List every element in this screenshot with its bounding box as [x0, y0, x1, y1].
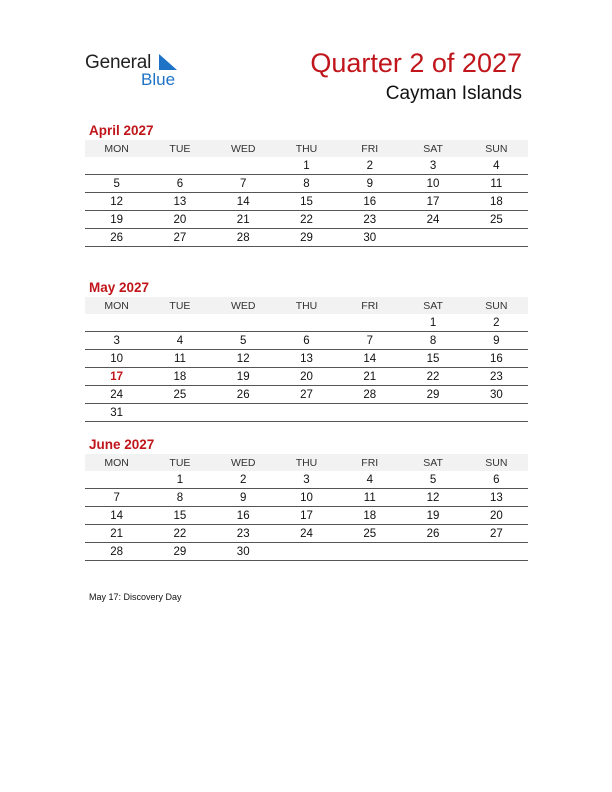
day-cell	[401, 543, 464, 561]
day-cell: 25	[148, 386, 211, 404]
weekday-header: SUN	[465, 140, 528, 157]
page-subtitle: Cayman Islands	[385, 83, 522, 104]
day-cell	[275, 314, 338, 332]
weekday-header: SUN	[465, 454, 528, 471]
day-cell: 4	[148, 332, 211, 350]
day-cell: 7	[85, 489, 148, 507]
month-block	[85, 436, 528, 561]
day-cell: 11	[338, 489, 401, 507]
day-cell: 31	[85, 404, 148, 422]
day-cell: 14	[212, 193, 275, 211]
day-cell: 19	[85, 211, 148, 229]
day-cell	[275, 404, 338, 422]
week-row	[85, 404, 528, 422]
weekday-header: MON	[85, 454, 148, 471]
weekday-header: FRI	[338, 297, 401, 314]
day-cell: 2	[338, 157, 401, 175]
day-cell: 22	[401, 368, 464, 386]
day-cell: 3	[401, 157, 464, 175]
logo-text-general: General	[85, 52, 152, 73]
day-cell: 9	[212, 489, 275, 507]
month-title: June 2027	[89, 437, 155, 452]
day-cell: 7	[212, 175, 275, 193]
brand-logo	[85, 52, 195, 92]
day-cell: 19	[212, 368, 275, 386]
month-block	[85, 279, 528, 422]
day-cell: 13	[465, 489, 528, 507]
day-cell: 11	[465, 175, 528, 193]
day-cell: 6	[465, 471, 528, 489]
holiday-note: May 17: Discovery Day	[89, 592, 182, 602]
day-cell	[275, 543, 338, 561]
day-cell: 9	[465, 332, 528, 350]
day-cell: 30	[465, 386, 528, 404]
weekday-header: MON	[85, 140, 148, 157]
day-cell: 1	[148, 471, 211, 489]
day-cell: 16	[465, 350, 528, 368]
day-cell: 29	[401, 386, 464, 404]
week-row	[85, 229, 528, 247]
day-cell: 15	[275, 193, 338, 211]
weekday-header-row	[85, 454, 528, 471]
week-row	[85, 175, 528, 193]
weekday-header: WED	[212, 297, 275, 314]
day-cell: 24	[401, 211, 464, 229]
day-cell: 28	[85, 543, 148, 561]
day-cell: 1	[401, 314, 464, 332]
weekday-header: FRI	[338, 454, 401, 471]
day-cell: 26	[212, 386, 275, 404]
weekday-header: WED	[212, 454, 275, 471]
day-cell: 6	[148, 175, 211, 193]
day-cell: 15	[401, 350, 464, 368]
day-cell	[465, 229, 528, 247]
day-cell: 23	[465, 368, 528, 386]
day-cell: 5	[401, 471, 464, 489]
week-row	[85, 525, 528, 543]
day-cell	[465, 543, 528, 561]
weekday-header: WED	[212, 140, 275, 157]
weekday-header: TUE	[148, 297, 211, 314]
week-row	[85, 211, 528, 229]
week-row	[85, 507, 528, 525]
day-cell: 25	[465, 211, 528, 229]
day-cell: 12	[85, 193, 148, 211]
week-row	[85, 543, 528, 561]
logo-text-blue: Blue	[141, 70, 176, 89]
day-cell: 23	[212, 525, 275, 543]
day-cell	[148, 404, 211, 422]
day-cell: 23	[338, 211, 401, 229]
day-cell	[338, 404, 401, 422]
day-cell: 27	[275, 386, 338, 404]
day-cell	[85, 314, 148, 332]
day-cell: 10	[401, 175, 464, 193]
week-row	[85, 193, 528, 211]
day-cell: 7	[338, 332, 401, 350]
week-row	[85, 471, 528, 489]
week-row	[85, 489, 528, 507]
weekday-header: SAT	[401, 454, 464, 471]
day-cell: 24	[275, 525, 338, 543]
day-cell: 25	[338, 525, 401, 543]
day-cell: 8	[148, 489, 211, 507]
day-cell: 17	[275, 507, 338, 525]
day-cell: 14	[85, 507, 148, 525]
day-cell: 19	[401, 507, 464, 525]
day-cell	[212, 314, 275, 332]
weekday-header: SAT	[401, 297, 464, 314]
day-cell: 3	[275, 471, 338, 489]
day-cell: 5	[212, 332, 275, 350]
day-cell	[212, 404, 275, 422]
day-cell: 20	[275, 368, 338, 386]
day-cell: 11	[148, 350, 211, 368]
day-cell	[212, 157, 275, 175]
day-cell: 21	[85, 525, 148, 543]
day-cell: 5	[85, 175, 148, 193]
day-cell: 12	[401, 489, 464, 507]
week-row	[85, 368, 528, 386]
day-cell	[148, 157, 211, 175]
month-block	[85, 122, 528, 247]
day-cell: 24	[85, 386, 148, 404]
day-cell: 20	[148, 211, 211, 229]
day-cell: 2	[465, 314, 528, 332]
weekday-header-row	[85, 297, 528, 314]
day-cell: 28	[212, 229, 275, 247]
week-row	[85, 157, 528, 175]
day-cell: 10	[85, 350, 148, 368]
day-cell: 17	[401, 193, 464, 211]
day-cell	[401, 229, 464, 247]
day-cell: 30	[338, 229, 401, 247]
day-cell: 2	[212, 471, 275, 489]
weekday-header: TUE	[148, 454, 211, 471]
day-cell: 27	[465, 525, 528, 543]
day-cell: 28	[338, 386, 401, 404]
weekday-header: SUN	[465, 297, 528, 314]
day-cell: 6	[275, 332, 338, 350]
month-title: April 2027	[89, 123, 154, 138]
day-cell	[338, 314, 401, 332]
weekday-header: THU	[275, 297, 338, 314]
weekday-header: THU	[275, 140, 338, 157]
weekday-header: THU	[275, 454, 338, 471]
day-cell: 22	[275, 211, 338, 229]
week-row	[85, 350, 528, 368]
day-cell: 3	[85, 332, 148, 350]
week-row	[85, 314, 528, 332]
weekday-header-row	[85, 140, 528, 157]
weekday-header: FRI	[338, 140, 401, 157]
week-row	[85, 386, 528, 404]
day-cell: 8	[401, 332, 464, 350]
page-title: Quarter 2 of 2027	[310, 48, 522, 78]
weekday-header: SAT	[401, 140, 464, 157]
day-cell: 21	[338, 368, 401, 386]
day-cell: 30	[212, 543, 275, 561]
day-cell: 14	[338, 350, 401, 368]
day-cell: 13	[148, 193, 211, 211]
day-cell: 15	[148, 507, 211, 525]
month-grid	[85, 140, 528, 247]
day-cell	[85, 471, 148, 489]
day-cell: 8	[275, 175, 338, 193]
day-cell	[85, 157, 148, 175]
weekday-header: MON	[85, 297, 148, 314]
day-cell: 16	[212, 507, 275, 525]
day-cell: 29	[275, 229, 338, 247]
day-cell: 16	[338, 193, 401, 211]
day-cell: 20	[465, 507, 528, 525]
day-cell: 22	[148, 525, 211, 543]
day-cell: 21	[212, 211, 275, 229]
day-cell: 18	[148, 368, 211, 386]
month-grid	[85, 454, 528, 561]
week-row	[85, 332, 528, 350]
day-cell: 10	[275, 489, 338, 507]
month-grid	[85, 297, 528, 422]
day-cell: 26	[401, 525, 464, 543]
day-cell: 17	[85, 368, 148, 386]
holiday-notes	[89, 592, 182, 602]
weekday-header: TUE	[148, 140, 211, 157]
day-cell: 18	[338, 507, 401, 525]
day-cell: 27	[148, 229, 211, 247]
day-cell	[401, 404, 464, 422]
day-cell: 4	[465, 157, 528, 175]
month-title: May 2027	[89, 280, 150, 295]
day-cell	[338, 543, 401, 561]
day-cell: 13	[275, 350, 338, 368]
day-cell: 9	[338, 175, 401, 193]
day-cell: 12	[212, 350, 275, 368]
day-cell	[148, 314, 211, 332]
day-cell: 1	[275, 157, 338, 175]
day-cell	[465, 404, 528, 422]
day-cell: 29	[148, 543, 211, 561]
day-cell: 4	[338, 471, 401, 489]
day-cell: 18	[465, 193, 528, 211]
day-cell: 26	[85, 229, 148, 247]
